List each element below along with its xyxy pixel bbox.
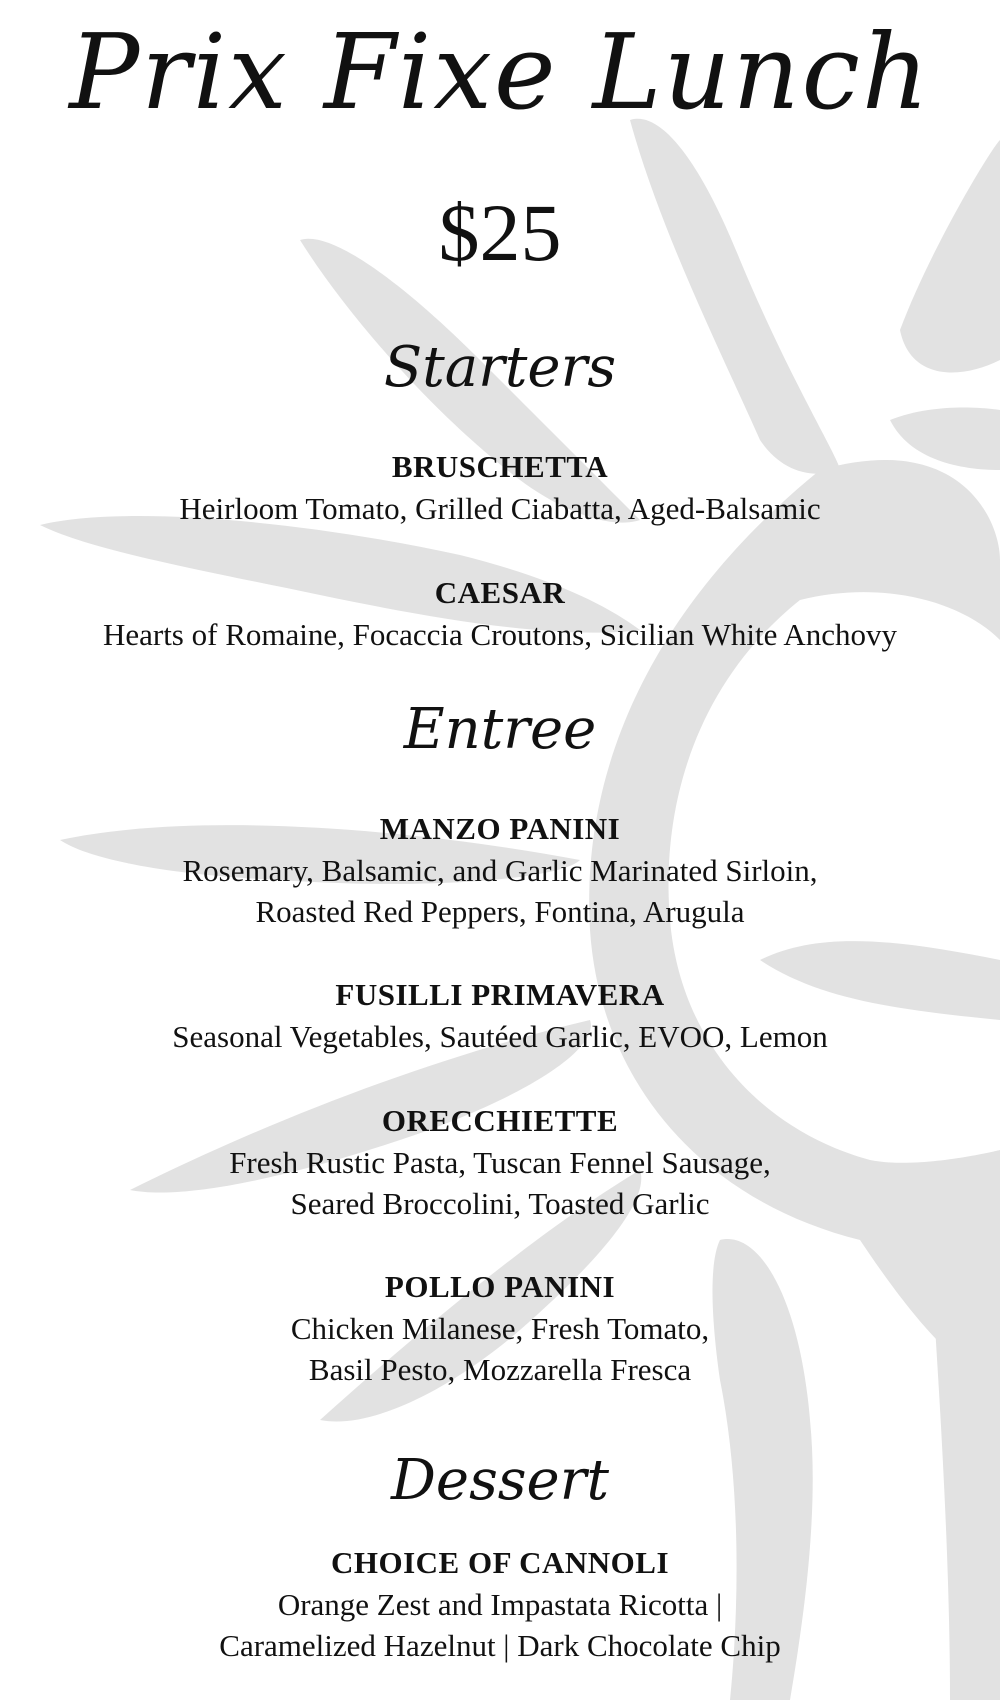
- menu-item: [0, 1100, 1000, 1224]
- menu-item: [0, 572, 1000, 655]
- menu-item-name: CHOICE OF CANNOLI: [330, 1545, 670, 1580]
- menu-item-description: [0, 488, 1000, 529]
- menu-item-description: [0, 1584, 1000, 1666]
- menu-item-name: CAESAR: [434, 575, 566, 610]
- menu-title: Prix Fixe Lunch: [69, 11, 931, 133]
- section-heading-entree: Entree: [403, 697, 597, 762]
- menu-item: [0, 974, 1000, 1057]
- menu-item-description: [0, 1308, 1000, 1390]
- menu-item-name: FUSILLI PRIMAVERA: [335, 977, 665, 1012]
- menu-item-description-line: Rosemary, Balsamic, and Garlic Marinated Sirloin,: [182, 853, 818, 888]
- menu-item-description: [0, 614, 1000, 655]
- menu-item: [0, 1266, 1000, 1390]
- menu-item-description-line: Basil Pesto, Mozzarella Fresca: [308, 1352, 692, 1387]
- menu-item-name: MANZO PANINI: [379, 811, 621, 846]
- menu-item-description-line: Fresh Rustic Pasta, Tuscan Fennel Sausage,: [229, 1145, 771, 1180]
- menu-item-description: [0, 1016, 1000, 1057]
- menu-item-description-line: Seared Broccolini, Toasted Garlic: [290, 1186, 710, 1221]
- menu-item-description: [0, 850, 1000, 932]
- menu-item-description-line: Hearts of Romaine, Focaccia Croutons, Sicilian White Anchovy: [102, 617, 898, 652]
- section-heading-starters: Starters: [383, 335, 617, 400]
- section-heading-dessert: Dessert: [391, 1448, 609, 1513]
- menu-item: [0, 1542, 1000, 1666]
- menu-price: $25: [438, 187, 562, 278]
- menu-item-description: [0, 1142, 1000, 1224]
- menu-item: [0, 808, 1000, 932]
- menu-item-name: ORECCHIETTE: [381, 1103, 619, 1138]
- menu-item-name: BRUSCHETTA: [391, 449, 609, 484]
- menu-item-name: POLLO PANINI: [384, 1269, 616, 1304]
- menu-item-description-line: Caramelized Hazelnut | Dark Chocolate Chip: [219, 1628, 781, 1663]
- menu-item-description-line: Orange Zest and Impastata Ricotta |: [277, 1587, 723, 1622]
- menu-item-description-line: Chicken Milanese, Fresh Tomato,: [290, 1311, 710, 1346]
- menu-item-description-line: Heirloom Tomato, Grilled Ciabatta, Aged-Balsamic: [179, 491, 821, 526]
- menu-item-description-line: Seasonal Vegetables, Sautéed Garlic, EVOO, Lemon: [172, 1019, 828, 1054]
- menu-item-description-line: Roasted Red Peppers, Fontina, Arugula: [255, 894, 745, 929]
- menu-item: [0, 446, 1000, 529]
